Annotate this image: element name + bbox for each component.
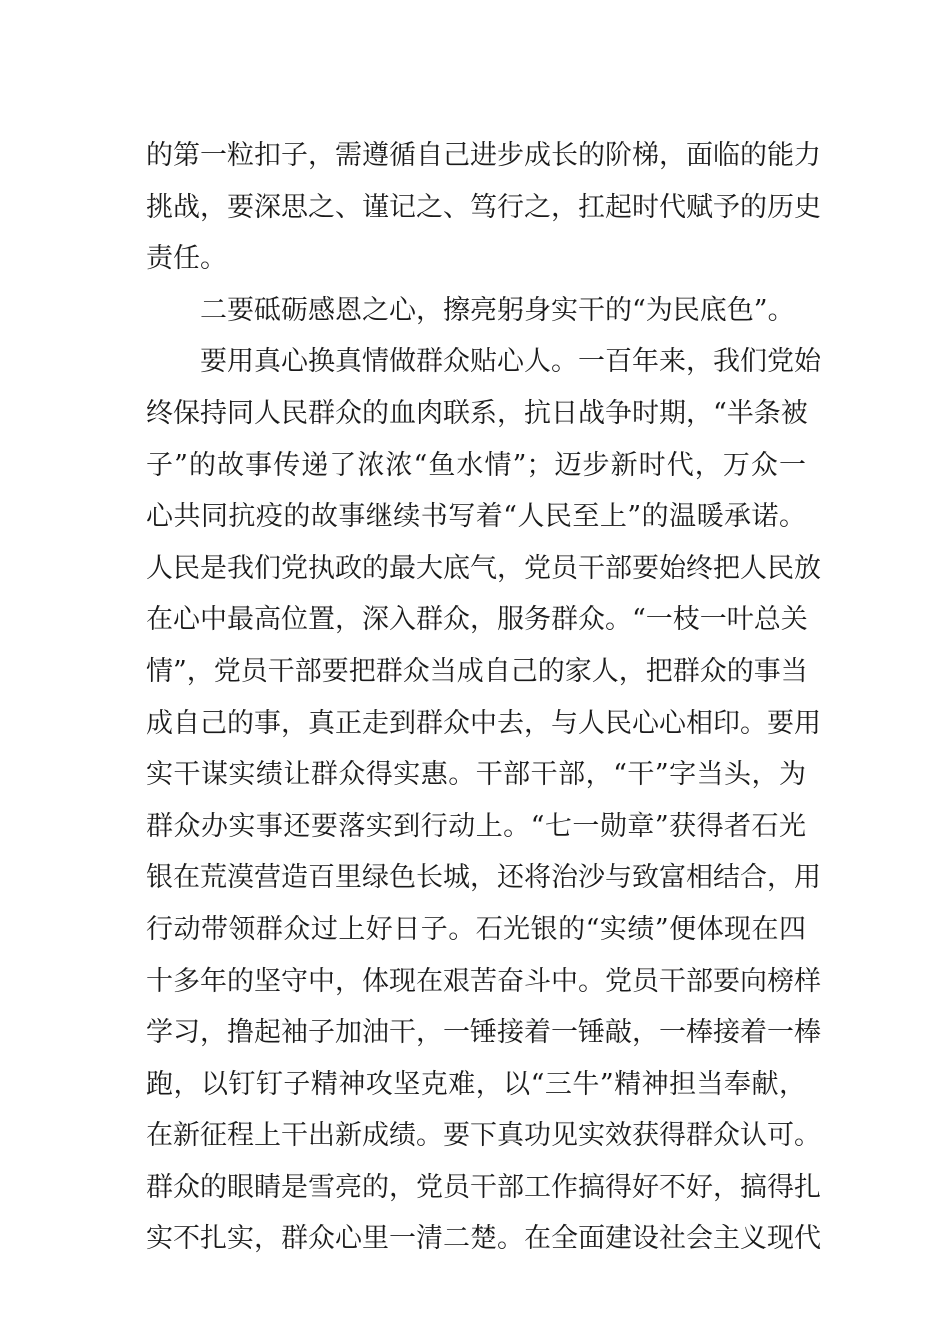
text-line: 要用真心换真情做群众贴心人。一百年来，我们党始: [200, 346, 821, 378]
text-line: 群众办实事还要落实到行动上。“七一勋章”获得者石光: [146, 810, 806, 842]
text-line: 在新征程上干出新成绩。要下真功见实效获得群众认可。: [146, 1120, 821, 1152]
text-line: 成自己的事，真正走到群众中去，与人民心心相印。要用: [146, 707, 821, 739]
text-line: 银在荒漠营造百里绿色长城，还将治沙与致富相结合，用: [146, 862, 821, 894]
text-line: 心共同抗疫的故事继续书写着“人民至上”的温暖承诺。: [146, 501, 806, 533]
text-line: 行动带领群众过上好日子。石光银的“实绩”便体现在四: [146, 913, 806, 945]
text-line: 情”，党员干部要把群众当成自己的家人，把群众的事当: [146, 655, 808, 687]
text-line: 终保持同人民群众的血肉联系，抗日战争时期，“半条被: [146, 397, 808, 429]
text-line: 挑战，要深思之、谨记之、笃行之，扛起时代赋予的历史: [146, 191, 821, 223]
text-line: 二要砥砺感恩之心，擦亮躬身实干的“为民底色”。: [200, 294, 795, 326]
text-line: 子”的故事传递了浓浓“鱼水情”；迈步新时代，万众一: [146, 449, 806, 481]
text-line: 实不扎实，群众心里一清二楚。在全面建设社会主义现代: [146, 1223, 821, 1255]
text-line: 责任。: [146, 243, 227, 275]
text-line: 学习，撸起袖子加油干，一锤接着一锤敲，一棒接着一棒: [146, 1017, 821, 1049]
text-line: 群众的眼睛是雪亮的，党员干部工作搞得好不好，搞得扎: [146, 1171, 821, 1203]
text-line: 跑，以钉钉子精神攻坚克难，以“三牛”精神担当奉献，: [146, 1068, 806, 1100]
text-line: 人民是我们党执政的最大底气，党员干部要始终把人民放: [146, 552, 821, 584]
text-line: 在心中最高位置，深入群众，服务群众。“一枝一叶总关: [146, 604, 808, 636]
text-line: 的第一粒扣子，需遵循自己进步成长的阶梯，面临的能力: [146, 140, 821, 171]
text-line: 实干谋实绩让群众得实惠。干部干部，“干”字当头，为: [146, 759, 806, 791]
text-line: 十多年的坚守中，体现在艰苦奋斗中。党员干部要向榜样: [146, 965, 821, 997]
body-text: [146, 130, 821, 1265]
